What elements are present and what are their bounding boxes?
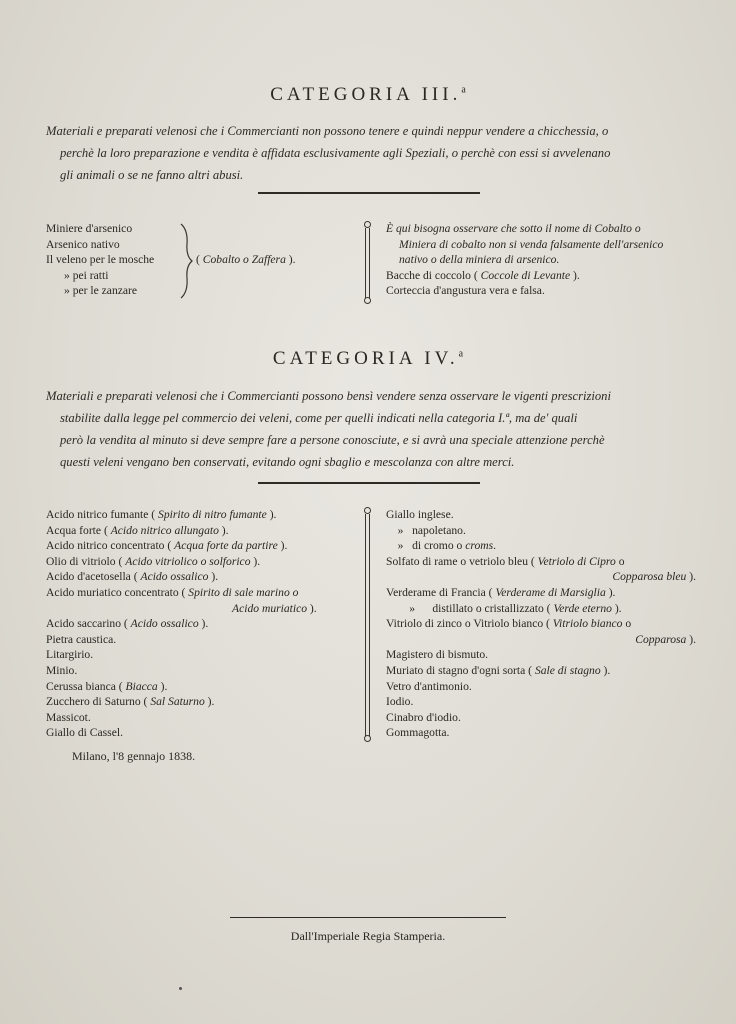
list-item: Cerussa bianca ( Biacca ).	[46, 679, 168, 693]
list-item: Acido muriatico concentrato ( Spirito di sale marino o	[46, 585, 299, 599]
list-item: » distillato o cristallizzato ( Verde eterno ).	[386, 601, 622, 615]
category-4-right-list	[386, 507, 696, 741]
list-item: Cinabro d'iodio.	[386, 710, 461, 724]
list-item: Miniere d'arsenico	[46, 222, 133, 235]
brace-icon	[178, 222, 196, 300]
category-3-title: CATEGORIA III.$^a$	[270, 84, 466, 105]
column-divider	[365, 228, 370, 298]
list-item: Massicot.	[46, 710, 91, 724]
intro-line: stabilite dalla legge pel commercio dei veleni, come per quelli indicati nella categoria I.ª, ma de' quali	[60, 411, 578, 425]
list-item: Vitriolo di zinco o Vitriolo bianco ( Vitriolo bianco o	[386, 617, 632, 631]
list-item-continuation: Acido muriatico ).	[232, 601, 317, 615]
section-divider	[258, 482, 480, 484]
list-item: Acqua forte ( Acido nitrico allungato ).	[46, 523, 229, 537]
list-item: Corteccia d'angustura vera e falsa.	[386, 284, 545, 298]
list-item: Iodio.	[386, 695, 414, 709]
category-4-intro	[46, 385, 696, 473]
intro-line: però la vendita al minuto si deve sempre fare a persone conosciute, e si avrà una speciale attenzione perchè	[60, 433, 605, 447]
intro-line: gli animali o se ne fanno altri abusi.	[60, 168, 244, 182]
list-item: » napoletano.	[386, 523, 466, 537]
category-3-left-list	[46, 221, 154, 299]
printer-footer: Dall'Imperiale Regia Stamperia.	[290, 929, 446, 943]
intro-line: questi veleni vengano ben conservati, evitando ogni sbaglio e mescolanza con altre merci.	[60, 455, 515, 469]
list-item: Arsenico nativo	[46, 237, 120, 251]
footer-divider	[230, 917, 506, 918]
section-divider	[258, 192, 480, 194]
note-line: Miniera di cobalto non si venda falsamente dell'arsenico	[399, 237, 664, 251]
list-item: Zucchero di Saturno ( Sal Saturno ).	[46, 695, 215, 709]
paper-speck	[179, 987, 182, 990]
list-item: Il veleno per le mosche	[46, 253, 155, 267]
list-item: Muriato di stagno d'ogni sorta ( Sale di stagno ).	[386, 663, 611, 677]
column-divider-cap	[364, 507, 371, 514]
intro-line: Materiali e preparati velenosi che i Commercianti non possono tenere e quindi neppur vendere a chicchessia, o	[46, 124, 609, 138]
column-divider-cap	[364, 221, 371, 228]
list-item: » pei ratti	[64, 268, 109, 282]
list-item: Olio di vitriolo ( Acido vitriolico o solforico ).	[46, 554, 261, 568]
list-item: Pietra caustica.	[46, 632, 117, 646]
list-item-continuation: Copparosa ).	[635, 632, 696, 646]
date-signature: Milano, l'8 gennajo 1838.	[72, 749, 196, 763]
list-item: Gommagotta.	[386, 726, 450, 740]
intro-line: perchè la loro preparazione e vendita è affidata esclusivamente agli Speziali, o perchè con essi si avvelenano	[60, 146, 611, 160]
list-item: Acido nitrico concentrato ( Acqua forte da partire ).	[46, 539, 288, 553]
column-divider	[365, 514, 370, 736]
category-4-title: CATEGORIA IV.$^a$	[272, 348, 464, 369]
category-3-right-list	[386, 221, 663, 299]
list-item-continuation: Copparosa bleu ).	[612, 570, 696, 584]
list-item: Bacche di coccolo ( Coccole di Levante ).	[386, 268, 580, 282]
category-4-left-list	[46, 507, 317, 741]
category-3-intro	[46, 120, 696, 186]
list-item: Acido saccarino ( Acido ossalico ).	[46, 617, 209, 631]
list-item: » per le zanzare	[64, 284, 138, 298]
list-item: Magistero di bismuto.	[386, 648, 489, 662]
note-line: nativo o della miniera di arsenico.	[399, 253, 560, 267]
list-item: Giallo di Cassel.	[46, 726, 123, 740]
list-item: Solfato di rame o vetriolo bleu ( Vetriolo di Cipro o	[386, 554, 625, 568]
list-item: Acido nitrico fumante ( Spirito di nitro fumante ).	[46, 508, 277, 521]
intro-line: Materiali e preparati velenosi che i Commercianti possono bensì vendere senza osservare le vigenti prescrizioni	[46, 389, 611, 403]
note-line: È qui bisogna osservare che sotto il nome di Cobalto o	[386, 222, 641, 235]
list-item: Giallo inglese.	[386, 508, 454, 521]
column-divider-cap	[364, 735, 371, 742]
list-item: » di cromo o croms.	[386, 539, 497, 553]
list-item: Minio.	[46, 663, 78, 677]
list-item: Acido d'acetosella ( Acido ossalico ).	[46, 570, 219, 584]
column-divider-cap	[364, 297, 371, 304]
brace-note: ( Cobalto o Zaffera ).	[196, 253, 296, 266]
list-item: Verderame di Francia ( Verderame di Marsiglia ).	[386, 585, 616, 599]
list-item: Vetro d'antimonio.	[386, 679, 472, 693]
list-item: Litargirio.	[46, 648, 94, 662]
